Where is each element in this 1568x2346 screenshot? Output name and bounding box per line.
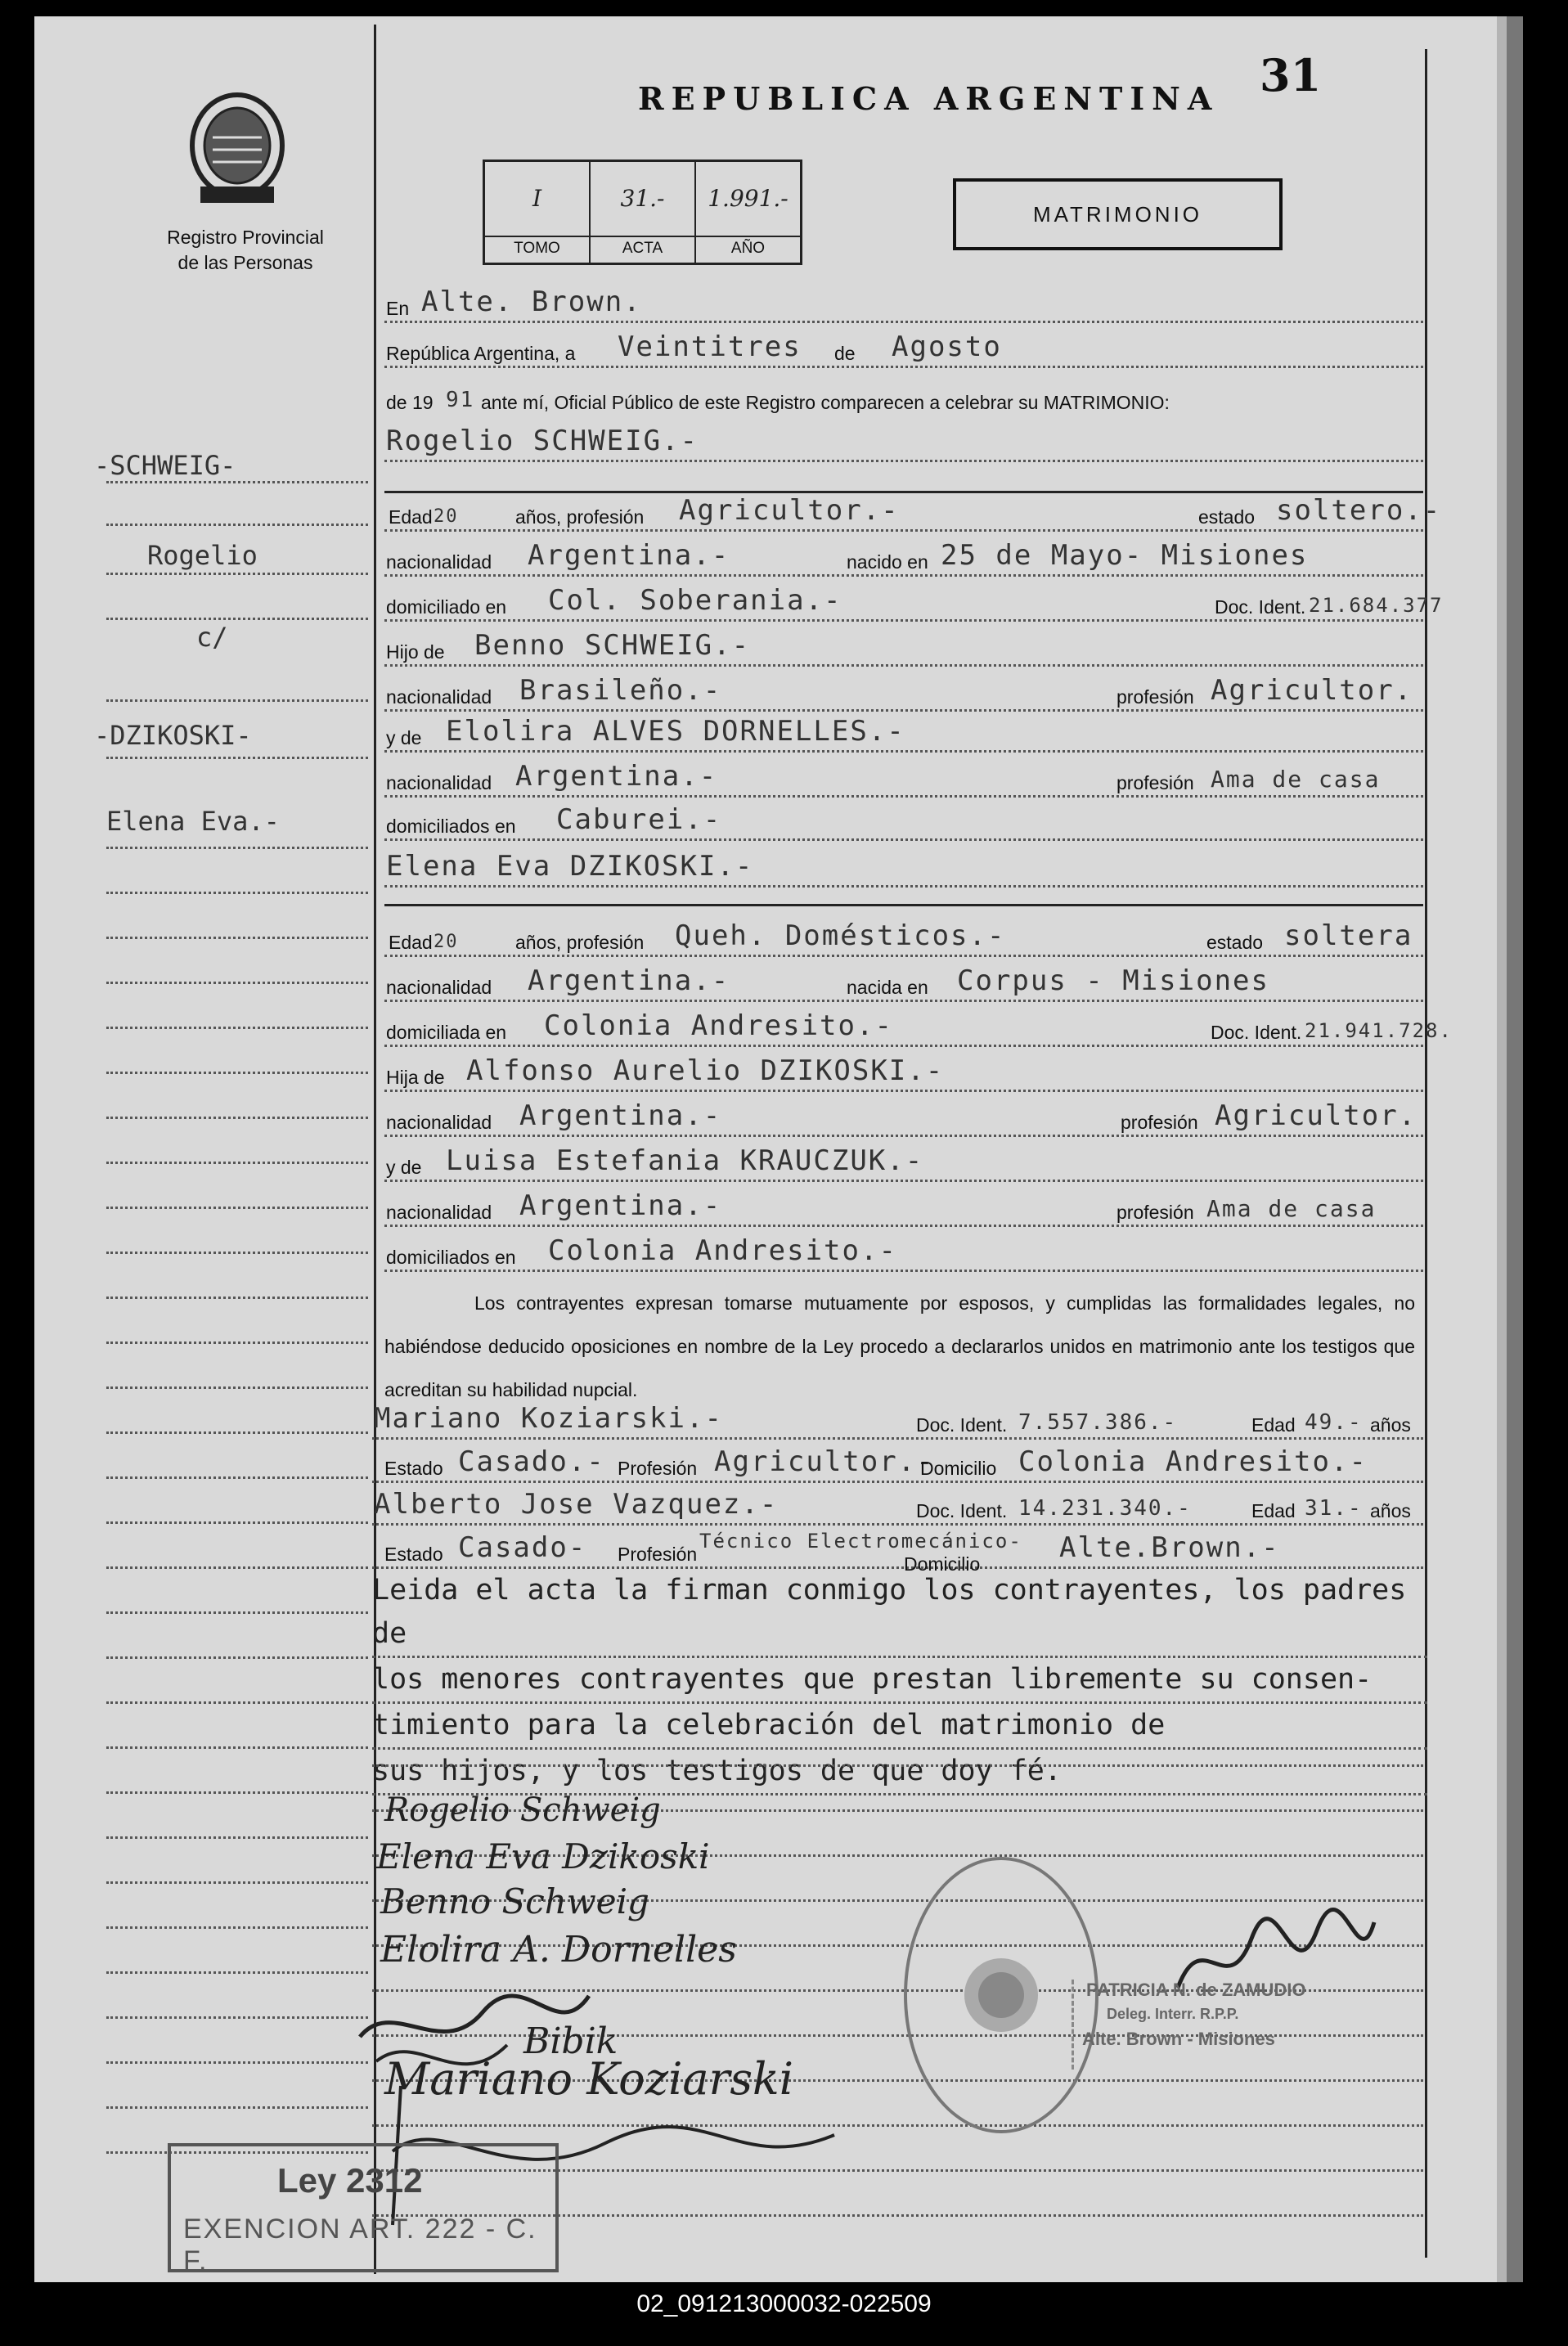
declaration-paragraph xyxy=(384,1282,1415,1412)
registry-line-2: de las Personas xyxy=(177,252,313,273)
tomo-acta-anio-box xyxy=(483,160,802,265)
nacionalidad-label: nacionalidad xyxy=(386,1112,492,1133)
bride-padre-prof: Agricultor. xyxy=(1215,1099,1417,1132)
closing-line: los menores contrayentes que prestan libremente su consen- xyxy=(372,1658,1427,1704)
closing-line: sus hijos, y los testigos de que doy fé. xyxy=(372,1750,1427,1795)
profesion-label: profesión xyxy=(1116,1202,1194,1223)
side-dotted-line xyxy=(106,1611,368,1614)
day-value: Veintitres xyxy=(618,330,802,363)
signature-bride: Elena Eva Dzikoski xyxy=(376,1836,710,1876)
anios-profesion-label: años, profesión xyxy=(515,932,645,953)
domicilio-label: domiciliada en xyxy=(386,1022,507,1043)
edad-label: Edad xyxy=(1251,1414,1296,1436)
bride-padre: Alfonso Aurelio DZIKOSKI.- xyxy=(466,1054,945,1087)
nacido-label: nacido en xyxy=(847,551,928,573)
closing-line: Leida el acta la firman conmigo los contrayentes, los padres de xyxy=(372,1569,1427,1658)
domiciliados-label: domiciliados en xyxy=(386,1247,516,1268)
witness1-profesion: Agricultor.- xyxy=(714,1445,935,1478)
side-dotted-line xyxy=(106,982,368,984)
groom-nacido: 25 de Mayo- Misiones xyxy=(941,539,1309,572)
signature-groom: Rogelio Schweig xyxy=(384,1791,661,1829)
groom-domicilio: Col. Soberania.- xyxy=(548,584,842,617)
provincial-seal-icon xyxy=(184,88,290,211)
side-dotted-line xyxy=(106,1746,368,1749)
separator-line xyxy=(384,904,1423,906)
profesion-label: profesión xyxy=(1116,772,1194,793)
groom-padre-prof: Agricultor. xyxy=(1211,674,1413,707)
estado-label: estado xyxy=(1206,932,1264,953)
ley-exemption-stamp xyxy=(168,2143,559,2276)
registry-line-1: Registro Provincial xyxy=(167,227,324,248)
bride-madre: Luisa Estefania KRAUCZUK.- xyxy=(446,1144,924,1177)
groom-padre-nac: Brasileño.- xyxy=(519,674,722,707)
groom-madre-prof: Ama de casa xyxy=(1211,766,1381,793)
side-dotted-line xyxy=(106,524,368,526)
nacionalidad-label: nacionalidad xyxy=(386,551,492,573)
intro-sentence: ante mí, Oficial Público de este Registro comparecen a celebrar su MATRIMONIO: xyxy=(481,392,1170,413)
official-round-stamp xyxy=(904,1857,1098,2133)
side-dotted-line xyxy=(106,892,368,894)
side-dotted-line xyxy=(106,2106,368,2109)
profesion-label: profesión xyxy=(1116,686,1194,708)
bride-domicilio: Colonia Andresito.- xyxy=(544,1009,893,1042)
side-dotted-line xyxy=(106,1027,368,1029)
groom-padre: Benno SCHWEIG.- xyxy=(474,629,751,662)
groom-edad: 20 xyxy=(434,506,459,527)
side-dotted-line xyxy=(106,847,368,849)
side-dotted-line xyxy=(106,757,368,759)
sig-line xyxy=(372,1734,1423,1768)
estado-label: Estado xyxy=(384,1544,443,1565)
row-bride-madre xyxy=(384,1144,1423,1184)
doc-label: Doc. Ident. xyxy=(916,1500,1008,1521)
domiciliados-label: domiciliados en xyxy=(386,816,516,837)
groom-doc: 21.684.377 xyxy=(1309,594,1444,617)
witness2-edad: 31.- xyxy=(1305,1496,1363,1521)
de-label: de xyxy=(834,343,856,364)
bride-profesion: Queh. Domésticos.- xyxy=(675,919,1006,952)
side-dotted-line xyxy=(106,1162,368,1164)
signature-bride-father: Bibik xyxy=(523,2020,618,2062)
year-prefix: de 19 xyxy=(386,392,434,413)
side-dotted-line xyxy=(106,1566,368,1569)
groom-madre: Elolira ALVES DORNELLES.- xyxy=(446,715,905,748)
groom-profesion: Agricultor.- xyxy=(679,494,900,527)
groom-padres-domicilio: Caburei.- xyxy=(556,803,722,836)
y-de-label: y de xyxy=(386,727,422,748)
side-dotted-line xyxy=(106,1117,368,1119)
row-groom-madre-nac xyxy=(384,760,1423,799)
estado-label: estado xyxy=(1198,506,1256,528)
row-witness1-estado xyxy=(372,1445,1423,1485)
estado-label: Estado xyxy=(384,1458,443,1479)
side-dotted-line xyxy=(106,1926,368,1929)
bride-nacida: Corpus - Misiones xyxy=(957,964,1269,997)
anios-label: años xyxy=(1370,1500,1411,1521)
side-dotted-line xyxy=(106,1791,368,1794)
doc-label: Doc. Ident. xyxy=(1215,596,1306,618)
stamp-line-1: PATRICIA N. de ZAMUDIO xyxy=(1086,1980,1306,2000)
side-dotted-line xyxy=(106,1252,368,1254)
page-edge xyxy=(1497,16,1507,2282)
anios-label: años xyxy=(1370,1414,1411,1436)
row-groom-name xyxy=(384,425,1423,464)
republica-label: República Argentina, a xyxy=(386,343,576,364)
side-dotted-line xyxy=(106,481,368,483)
acta-cell xyxy=(591,162,696,263)
country-title: REPUBLICA ARGENTINA xyxy=(638,80,1220,117)
profesion-label: profesión xyxy=(1121,1112,1198,1133)
bride-madre-nac: Argentina.- xyxy=(519,1189,722,1222)
witness2-estado: Casado- xyxy=(458,1531,587,1564)
row-groom-padre-nac xyxy=(384,674,1423,713)
side-dotted-line xyxy=(106,1431,368,1434)
side-groom-name: Rogelio xyxy=(147,540,258,571)
doc-label: Doc. Ident. xyxy=(1211,1022,1302,1043)
stamp-line-2: Deleg. Interr. R.P.P. xyxy=(1107,2006,1239,2022)
hija-label: Hija de xyxy=(386,1067,445,1088)
groom-name: Rogelio SCHWEIG.- xyxy=(386,425,699,457)
year-suffix: 91 xyxy=(446,388,475,412)
tomo-value: I xyxy=(532,185,542,212)
groom-nacionalidad: Argentina.- xyxy=(528,539,730,572)
bride-padre-nac: Argentina.- xyxy=(519,1099,722,1132)
ley-line-2: EXENCION ART. 222 - C. F. xyxy=(183,2213,537,2276)
row-place xyxy=(384,285,1423,325)
row-groom-padres-dom xyxy=(384,803,1423,843)
separator-line xyxy=(384,491,1423,493)
side-dotted-line xyxy=(106,1701,368,1704)
acta-value: 31.- xyxy=(620,185,665,212)
hijo-label: Hijo de xyxy=(386,641,445,663)
nacionalidad-label: nacionalidad xyxy=(386,977,492,998)
row-bride-madre-nac xyxy=(384,1189,1423,1229)
row-groom-nac xyxy=(384,539,1423,578)
place-value: Alte. Brown. xyxy=(421,285,642,318)
row-witness1-name xyxy=(372,1402,1423,1441)
witness2-doc: 14.231.340.- xyxy=(1018,1496,1192,1521)
row-bride-padres-dom xyxy=(384,1234,1423,1274)
registry-name xyxy=(139,225,352,276)
bride-padres-domicilio: Colonia Andresito.- xyxy=(548,1234,897,1267)
side-dotted-line xyxy=(106,1836,368,1839)
signature-witness1: Mariano Koziarski xyxy=(384,2053,794,2105)
closing-line: timiento para la celebración del matrimonio de xyxy=(372,1704,1427,1750)
row-bride-dom xyxy=(384,1009,1453,1049)
anio-cell xyxy=(696,162,800,263)
bride-edad: 20 xyxy=(434,932,459,952)
bride-doc: 21.941.728. xyxy=(1305,1019,1453,1042)
en-label: En xyxy=(386,298,410,319)
side-dotted-line xyxy=(106,699,368,702)
side-dotted-line xyxy=(106,573,368,575)
right-rule xyxy=(1425,49,1427,2258)
nacionalidad-label: nacionalidad xyxy=(386,1202,492,1223)
row-groom-hijo xyxy=(384,629,1423,668)
bride-name: Elena Eva DZIKOSKI.- xyxy=(386,850,754,883)
y-de-label: y de xyxy=(386,1157,422,1178)
signature-groom-father: Benno Schweig xyxy=(380,1881,649,1921)
row-bride-nac xyxy=(384,964,1423,1004)
groom-estado: soltero.- xyxy=(1276,494,1442,527)
anio-label: AÑO xyxy=(696,236,800,258)
witness2-profesion: Técnico Electromecánico- xyxy=(699,1530,1022,1553)
ley-line-1: Ley 2312 xyxy=(277,2161,423,2200)
side-dotted-line xyxy=(106,1656,368,1659)
bride-estado: soltera xyxy=(1284,919,1413,952)
side-dotted-line xyxy=(106,1971,368,1974)
witness1-edad: 49.- xyxy=(1305,1410,1363,1435)
side-groom-surname: -SCHWEIG- xyxy=(94,450,236,481)
side-dotted-line xyxy=(106,1297,368,1299)
witness1-estado: Casado.- xyxy=(458,1445,605,1478)
edad-label: Edad xyxy=(1251,1500,1296,1521)
anios-profesion-label: años, profesión xyxy=(515,506,645,528)
witness2-name: Alberto Jose Vazquez.- xyxy=(374,1488,779,1521)
profesion-label: Profesión xyxy=(618,1544,698,1565)
side-dotted-line xyxy=(106,1207,368,1209)
signature-groom-mother: Elolira A. Dornelles xyxy=(380,1929,737,1971)
row-bride-hija xyxy=(384,1054,1423,1094)
row-bride-name xyxy=(384,850,1423,889)
side-dotted-line xyxy=(106,1386,368,1389)
side-dotted-line xyxy=(106,1342,368,1344)
domicilio-label: Domicilio xyxy=(904,1553,981,1575)
side-dotted-line xyxy=(106,1521,368,1524)
witness1-domicilio: Colonia Andresito.- xyxy=(1018,1445,1368,1478)
declaration-text: Los contrayentes expresan tomarse mutuamente por esposos, y cumplidas las formalidades legales, no habiéndose deducido oposiciones en nombre de la Ley procedo a declararlos unidos en matrimonio ante los testigos que acreditan su habilidad nupcial. xyxy=(384,1292,1415,1400)
official-rect-stamp xyxy=(1072,1980,1385,2070)
domicilio-label: domiciliado en xyxy=(386,596,507,618)
side-bride-surname: -DZIKOSKI- xyxy=(94,720,252,751)
row-groom-edad xyxy=(384,494,1442,533)
row-groom-madre xyxy=(384,715,1423,754)
acta-label: ACTA xyxy=(591,236,694,258)
tomo-cell xyxy=(485,162,591,263)
side-dotted-line xyxy=(106,1881,368,1884)
row-bride-edad xyxy=(384,919,1423,959)
row-witness2-estado xyxy=(372,1530,1423,1575)
image-id-footer: 02_091213000032-022509 xyxy=(636,2290,932,2317)
stamp-emblem-icon xyxy=(956,1950,1046,2040)
side-dotted-line xyxy=(106,937,368,939)
anio-value: 1.991.- xyxy=(708,185,788,212)
tomo-label: TOMO xyxy=(485,236,589,258)
row-year xyxy=(384,384,1423,419)
bride-nacionalidad: Argentina.- xyxy=(528,964,730,997)
stamp-line-3: Alte. Brown - Misiones xyxy=(1082,2029,1275,2049)
row-groom-dom xyxy=(384,584,1444,623)
row-bride-padre-nac xyxy=(384,1099,1423,1139)
side-dotted-line xyxy=(106,1072,368,1074)
side-dotted-line xyxy=(106,1476,368,1479)
month-value: Agosto xyxy=(892,330,1002,363)
page-number: 31 xyxy=(1260,49,1322,101)
doc-label: Doc. Ident. xyxy=(916,1414,1008,1436)
profesion-label: Profesión xyxy=(618,1458,698,1479)
side-dotted-line xyxy=(106,2061,368,2064)
book-spine xyxy=(1507,16,1523,2282)
nacionalidad-label: nacionalidad xyxy=(386,772,492,793)
side-dotted-line xyxy=(106,618,368,620)
bride-madre-prof: Ama de casa xyxy=(1206,1195,1377,1222)
edad-label: Edad xyxy=(389,506,433,528)
document-type-box: MATRIMONIO xyxy=(953,178,1283,250)
row-witness2-name xyxy=(372,1488,1423,1527)
witness1-doc: 7.557.386.- xyxy=(1018,1410,1178,1435)
row-date xyxy=(384,330,1423,370)
side-bride-name: Elena Eva.- xyxy=(106,806,280,837)
domicilio-label: Domicilio xyxy=(920,1458,997,1479)
side-dotted-line xyxy=(106,2016,368,2019)
groom-madre-nac: Argentina.- xyxy=(515,760,718,793)
side-connector: c/ xyxy=(196,622,228,653)
witness1-name: Mariano Koziarski.- xyxy=(374,1402,723,1435)
edad-label: Edad xyxy=(389,932,433,953)
witness2-domicilio: Alte.Brown.- xyxy=(1059,1531,1280,1564)
nacionalidad-label: nacionalidad xyxy=(386,686,492,708)
nacida-label: nacida en xyxy=(847,977,928,998)
